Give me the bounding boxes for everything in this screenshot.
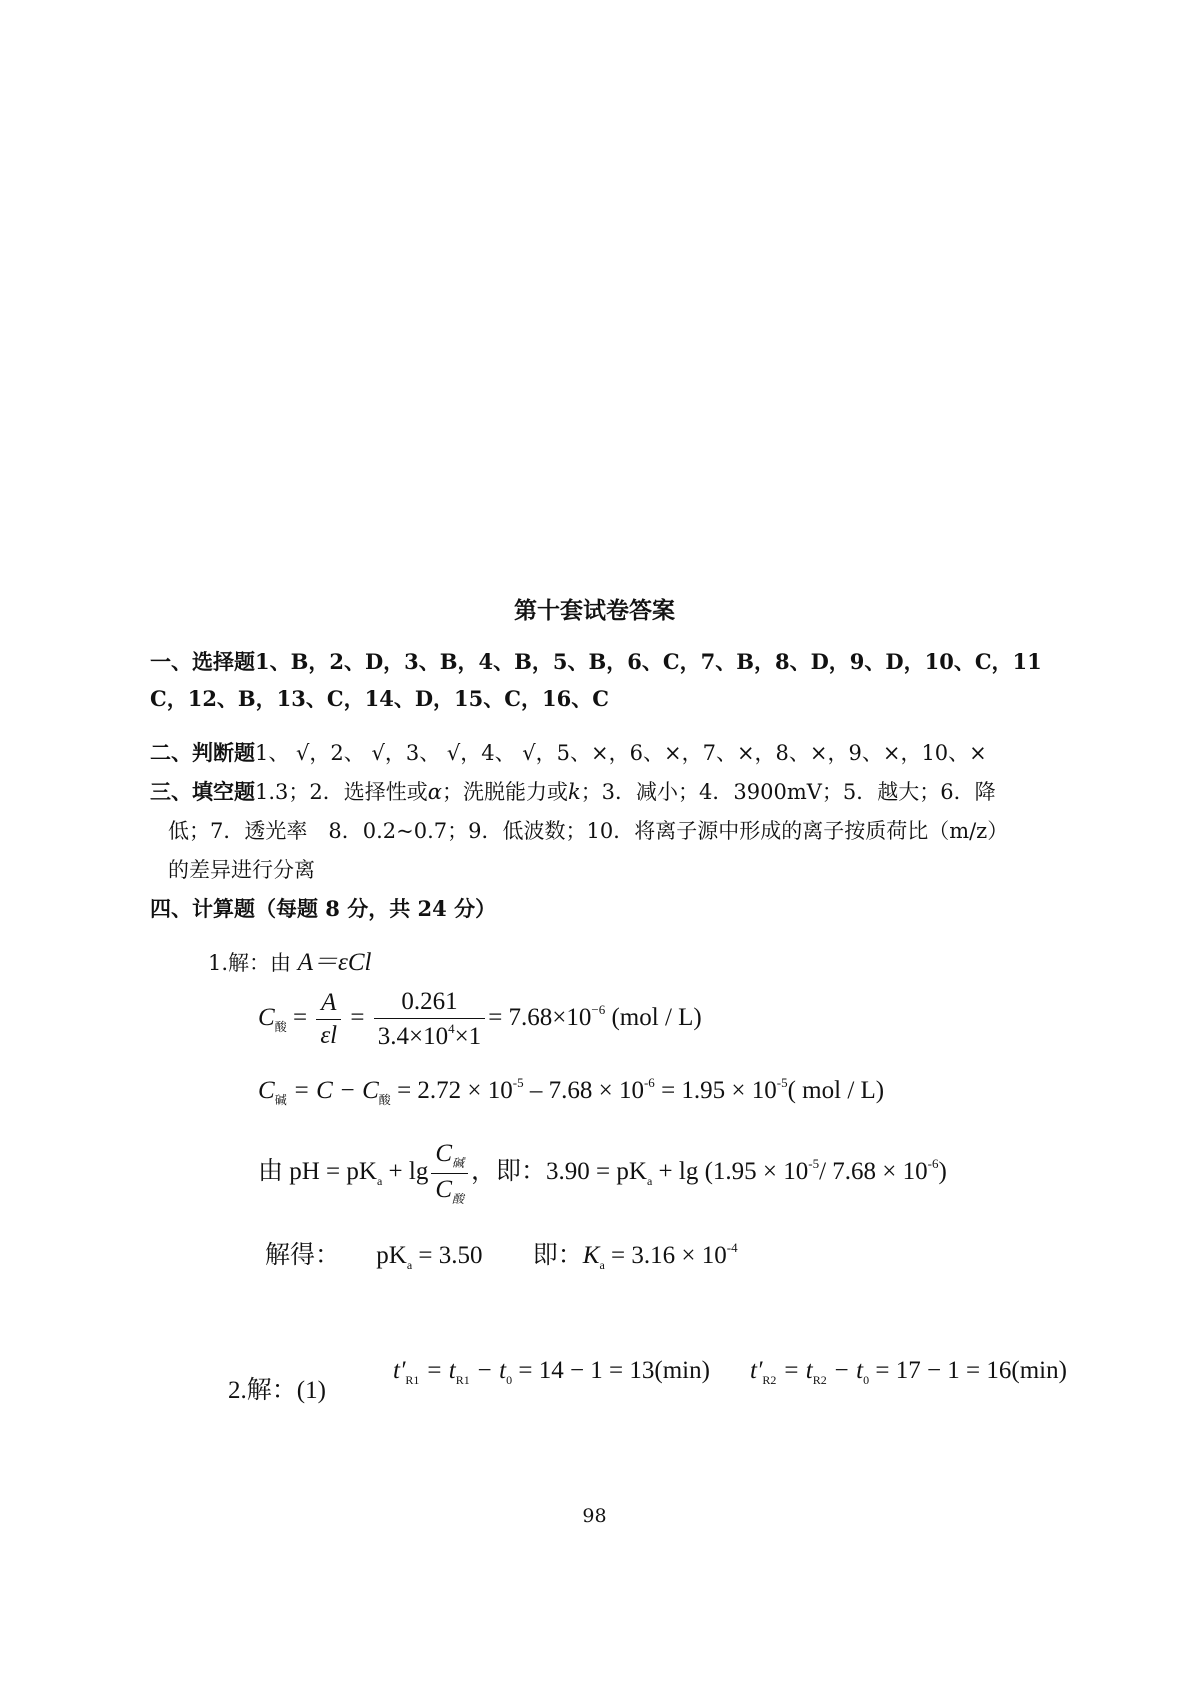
equation-ph [258,1140,947,1207]
eq2-mid-sub: 酸 [378,1093,391,1107]
fraction-2-numerator: 0.261 [374,988,485,1019]
c-acid: C [258,1004,275,1032]
c-base-sub: 碱 [274,1093,287,1107]
page-title: 第十套试卷答案 [514,597,675,624]
ka-result [532,1240,738,1272]
eq2-v3-exp: -5 [776,1075,788,1090]
eq3-prefix: 由 pH = pK [258,1158,377,1186]
page-number: 98 [582,1505,607,1527]
pka-sub: a [406,1258,413,1272]
eq-t1: t′ [393,1357,406,1384]
den-b: ×1 [454,1023,482,1050]
eq2-unit: ( mol / L) [787,1077,885,1104]
section-2-label: 二、判断题 [150,740,255,765]
section-1-line-1 [150,646,1042,676]
frac-den-sub: 酸 [452,1192,465,1206]
fraction-values [374,988,485,1051]
den-a: 3.4×10 [377,1023,449,1050]
section-3-text-a: 1.3；2．选择性或 [255,780,428,804]
eq-t1-rest-sub: R1 [455,1373,470,1387]
frac-den-c: C [435,1176,453,1203]
eq2-v2-exp: -6 [643,1075,655,1090]
section-3-text-b: ；洗脱能力或 [441,780,568,804]
frac-base [431,1140,468,1174]
fraction-a-over-el [316,989,341,1050]
section-3-line-3: 的差异进行分离 [168,858,315,882]
ka-sub: a [599,1258,605,1272]
den-exp: 4 [448,1021,455,1036]
frac-acid [431,1174,468,1207]
problem-2-label: 2.解：(1) [228,1377,326,1404]
k-symbol: k [567,780,581,804]
beer-lambert-equation: A＝εCl [297,949,372,976]
equation-base-concentration [258,1075,884,1108]
eq3-tail-b: / 7.68 × 10 [819,1158,928,1186]
eq-t2-value: = 17 − 1 = 16(min) [869,1357,1067,1384]
problem-1-prefix: 1.解：由 [208,951,292,975]
section-4-label: 四、计算题（每题 8 分，共 24 分） [150,896,497,921]
eq3-tail-exp1: -5 [808,1156,820,1172]
eq2-v3: = 1.95 × 10 [654,1077,777,1104]
fraction-base-over-acid [431,1140,468,1207]
section-1-label: 一、选择题 [150,649,255,674]
eq3-mid-sub: a [646,1174,653,1189]
eq-t2-sub: R2 [762,1373,777,1387]
frac-num-c: C [435,1140,453,1167]
section-3-label: 三、填空题 [150,779,255,804]
fraction-1-denominator: εl [320,1022,338,1049]
eq-t1-tail: − t [469,1357,507,1384]
section-3-text-c: ；3．减小；4．3900mV；5．越大；6．降 [580,780,996,804]
eq4-prefix: 解得： [265,1242,341,1269]
eq-t1-value: = 14 − 1 = 13(min) [512,1357,710,1384]
ka-value: = 3.16 × 10 [604,1242,727,1269]
c-acid-sub: 酸 [274,1020,287,1035]
eq1-unit: (mol / L) [605,1004,702,1032]
eq-t1-rest: = t [419,1357,456,1384]
section-3-line-2: 低；7．透光率 8．0.2~0.7；9．低波数；10．将离子源中形成的离子按质荷比（m/z） [168,819,1009,843]
fraction-2-denominator [374,1019,485,1051]
pka-value: = 3.50 [412,1242,483,1269]
ka-exp: -4 [726,1240,738,1255]
equation-t-r1 [393,1357,710,1388]
eq2-v2: – 7.68 × 10 [523,1077,644,1104]
eq-t2-rest: = t [776,1357,813,1384]
ka-label: K [582,1242,600,1269]
equation-result-pka [265,1235,738,1273]
eq3-ka-sub: a [376,1174,383,1189]
eq3-lg: + lg [382,1158,429,1186]
eq1-result-exp: −6 [591,1002,606,1018]
eq4-ji: 即： [532,1242,583,1269]
eq-t2: t′ [750,1357,763,1384]
eq2-v1-exp: -5 [512,1075,524,1090]
eq-t2-t0: 0 [863,1373,870,1387]
eq-t2-rest-sub: R2 [812,1373,827,1387]
equation-t-r2 [750,1357,1067,1388]
section-1-answers-a: 1、B，2、D，3、B，4、B，5、B，6、C，7、B，8、D，9、D，10、C，11 [255,649,1042,674]
eq3-tail-exp2: -6 [927,1156,939,1172]
pka-label: pK [376,1242,407,1269]
section-2-answers: 1、 √，2、 √，3、 √，4、 √，5、×，6、×，7、×，8、×，9、×，10、× [255,741,987,765]
problem-1-intro [208,942,371,978]
eq3-mid: ，即：3.90 = pK [471,1158,647,1186]
frac-num-sub: 碱 [452,1156,465,1170]
eq-t1-sub: R1 [405,1373,420,1387]
pka-result [376,1242,483,1272]
eq2-mid: = C − C [286,1077,379,1104]
section-1-line-2: C，12、B，13、C，14、D，15、C，16、C [150,686,609,711]
section-2-line [150,737,987,767]
eq-t1-t0: 0 [506,1373,513,1387]
eq3-tail-a: + lg (1.95 × 10 [652,1158,809,1186]
eq-t2-tail: − t [826,1357,864,1384]
section-3-line-1 [150,776,996,806]
alpha-symbol: α [427,780,442,804]
eq1-result: = 7.68×10 [488,1004,592,1032]
fraction-1-numerator: A [316,989,341,1020]
c-base: C [258,1077,275,1104]
equation-acid-concentration: $C_酸$ = $\frac{A}{\varepsilon l}$ = $\frac{0.261}{3.4\times 10^4\times 1}$ = $7.68\times 10^{-6}$ (mol / L) [258,988,702,1050]
eq3-tail-c: ) [938,1158,947,1186]
eq2-v1: = 2.72 × 10 [390,1077,513,1104]
